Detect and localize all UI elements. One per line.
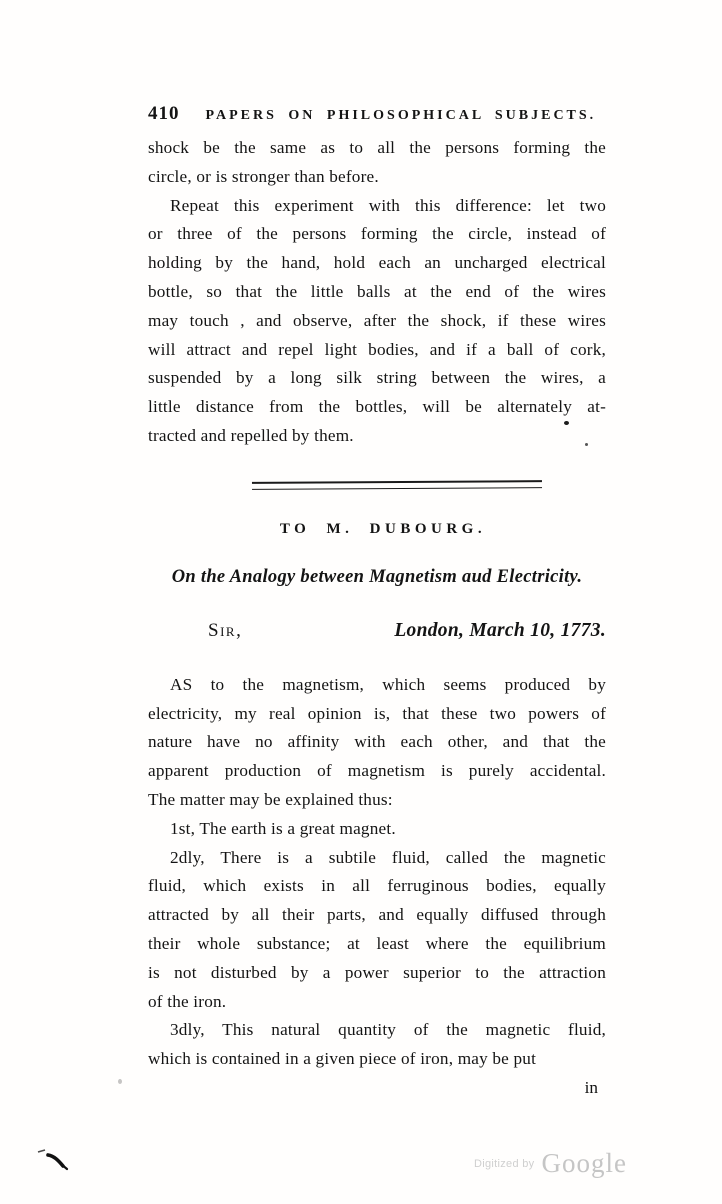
text-line: holding by the hand, hold each an uncharged electrical [148, 253, 606, 273]
text-line: shock be the same as to all the persons forming the [148, 138, 606, 157]
ink-smudge [34, 1143, 82, 1181]
text-line: electricity, my real opinion is, that these two powers of [148, 703, 606, 723]
text-line: will attract and repel light bodies, and if a ball of cork, [148, 339, 606, 359]
letter-body [148, 671, 606, 1103]
paragraph-repeat-experiment [148, 192, 606, 451]
catchword: in [584, 1077, 598, 1097]
paragraph-2dly [148, 844, 606, 1017]
text-line: or three of the persons forming the circle, instead of [148, 224, 606, 244]
text-line: which is contained in a given piece of iron, may be put [148, 1049, 537, 1069]
page-number: 410 [148, 103, 180, 124]
text-line: apparent production of magnetism is purely accidental. [148, 761, 606, 781]
salutation: Sir, [208, 619, 243, 641]
text-line: The matter may be explained thus: [148, 789, 393, 809]
dateline: London, March 10, 1773. [394, 619, 606, 641]
letter-heading: TO M. DUBOURG. [279, 520, 487, 537]
google-watermark [474, 1148, 627, 1179]
text-line: attracted by all their parts, and equally diffused through [148, 905, 606, 925]
text-line: of the iron. [148, 991, 227, 1011]
running-title: PAPERS ON PHILOSOPHICAL SUBJECTS. [205, 108, 597, 123]
running-head [148, 103, 606, 125]
text-line: little distance from the bottles, will be alternately at- [148, 397, 606, 417]
paragraph-1st [148, 815, 606, 844]
text-line: AS to the magnetism, which seems produced by [170, 674, 606, 694]
text-line: bottle, so that the little balls at the end of the wires [148, 281, 606, 301]
text-line: circle, or is stronger than before. [148, 166, 379, 186]
paragraph-as-to-magnetism [148, 671, 606, 815]
text-line: suspended by a long silk string between the wires, a [148, 368, 606, 388]
letter-subtitle: On the Analogy between Magnetism aud Electricity. [171, 566, 583, 587]
text-block [148, 103, 606, 1103]
text-line: fluid, which exists in all ferruginous bodies, equally [148, 876, 606, 896]
text-line: 1st, The earth is a great magnet. [170, 818, 396, 838]
ink-speck [564, 421, 569, 425]
text-line: tracted and repelled by them. [148, 425, 354, 445]
ink-speck [118, 1079, 122, 1084]
text-line: 2dly, There is a subtile fluid, called the magnetic [170, 847, 606, 867]
text-line: their whole substance; at least where the equilibrium [148, 933, 606, 953]
section-divider-rule [252, 480, 542, 490]
google-logo: Google [541, 1148, 627, 1178]
paragraph-3dly [148, 1016, 606, 1074]
ink-speck [585, 443, 588, 446]
text-line: is not disturbed by a power superior to the attraction [148, 962, 606, 982]
text-line: may touch , and observe, after the shock, if these wires [148, 310, 606, 330]
paragraph-shock-continuation [148, 134, 606, 192]
text-line: Repeat this experiment with this difference: let two [170, 195, 606, 215]
salutation-row [148, 620, 606, 648]
text-line: nature have no affinity with each other, and that the [148, 732, 606, 752]
digitized-by-label: Digitized by [474, 1157, 535, 1170]
text-line: 3dly, This natural quantity of the magnetic fluid, [170, 1020, 606, 1040]
